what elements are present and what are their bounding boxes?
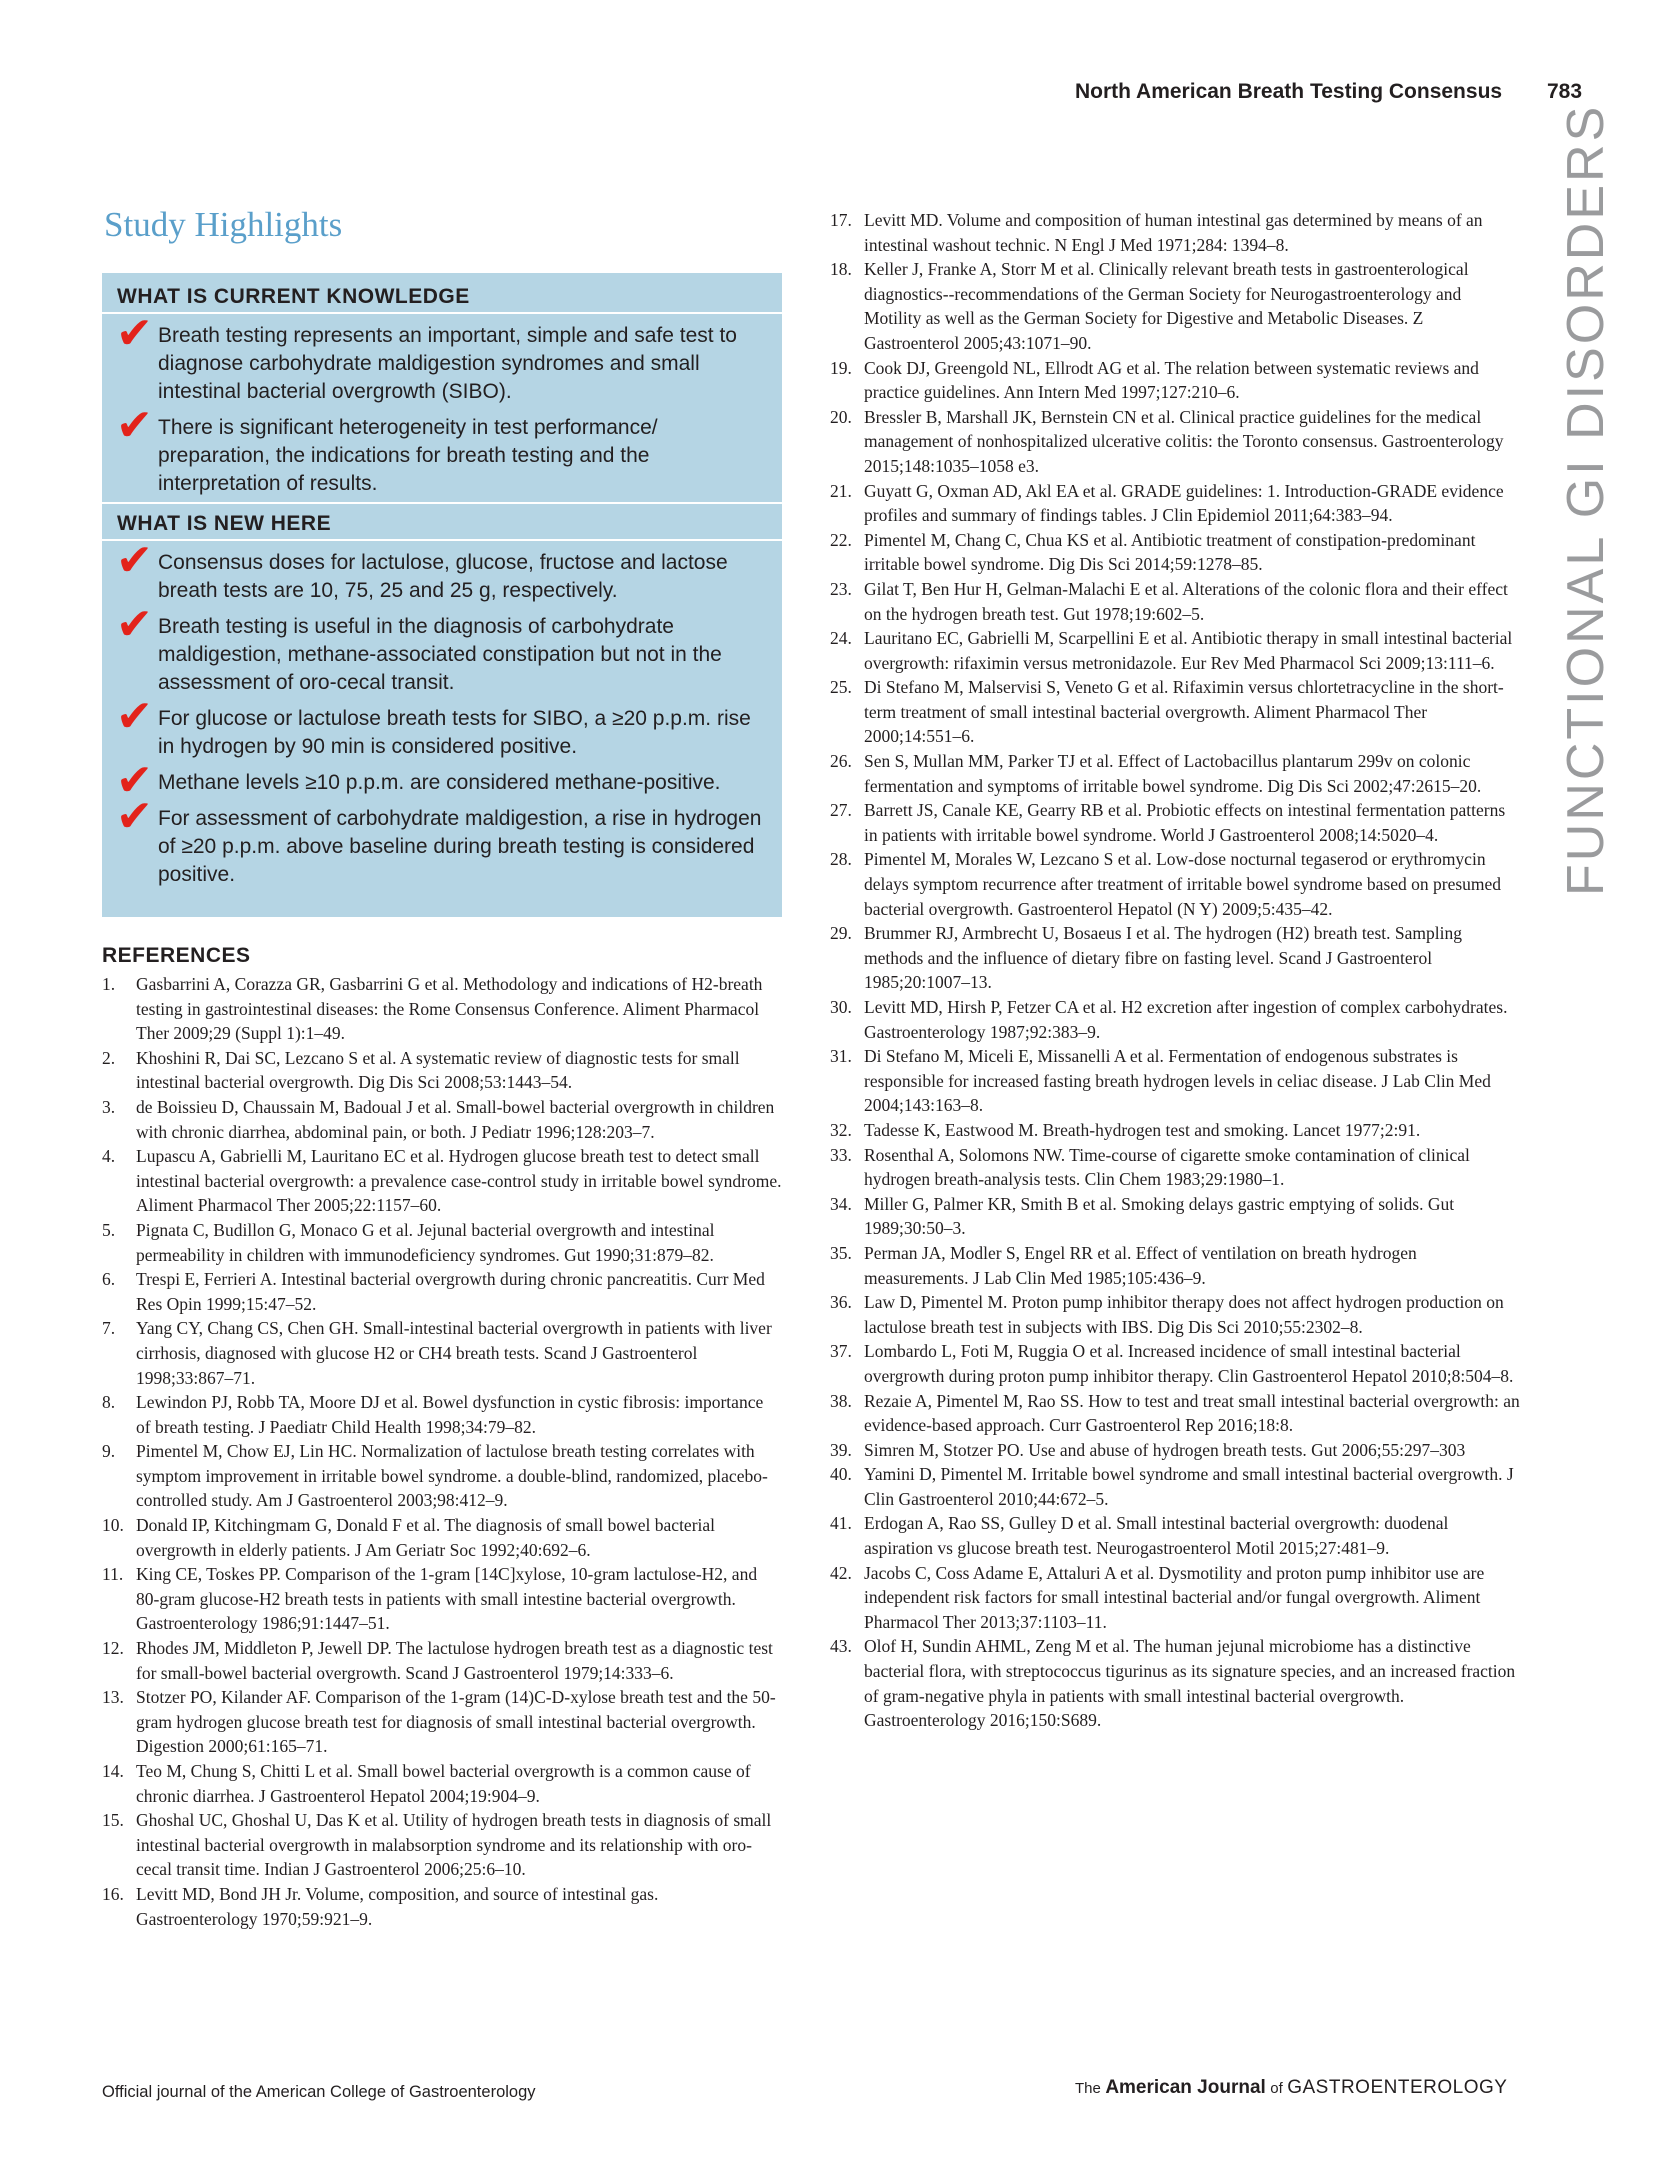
new-here-heading: WHAT IS NEW HERE: [102, 502, 782, 541]
reference-item: [830, 1192, 1520, 1241]
checkmark-icon: ✔: [116, 599, 153, 650]
reference-item: [102, 1562, 782, 1636]
highlight-item: [102, 599, 782, 697]
running-title: North American Breath Testing Consensus: [1075, 80, 1503, 103]
reference-number: 26.: [830, 751, 852, 772]
reference-item: [102, 1267, 782, 1316]
reference-item: [830, 356, 1520, 405]
checkmark-icon: ✔: [116, 308, 153, 359]
reference-item: [830, 749, 1520, 798]
reference-item: [102, 1046, 782, 1095]
reference-number: 17.: [830, 210, 852, 230]
checkmark-icon: ✔: [116, 691, 153, 742]
reference-item: [102, 1218, 782, 1267]
checkmark-icon: ✔: [116, 535, 153, 586]
reference-number: 29.: [830, 923, 852, 944]
reference-number: 43.: [830, 1636, 852, 1657]
reference-item: [830, 257, 1520, 355]
highlight-item: [102, 755, 782, 806]
reference-number: 19.: [830, 357, 852, 378]
reference-text: Jacobs C, Coss Adame E, Attaluri A et al. Dysmotility and proton pump inhibitor use are independent risk factors for small intestinal bacterial and/or fungal overgrowth. Aliment Pharmacol Ther 2013;37:1103–11.: [864, 1562, 1485, 1632]
references-column-left: [102, 972, 782, 1931]
reference-text: Rosenthal A, Solomons NW. Time-course of cigarette smoke contamination of clinical hydrogen breath-analysis tests. Clin Chem 1983;29:1980–1.: [864, 1144, 1470, 1190]
reference-text: Olof H, Sundin AHML, Zeng M et al. The human jejunal microbiome has a distinctive bacterial flora, with streptococcus tigurinus as its signature species, and an increased fraction of gram-negative phyla in patients with small intestinal bacterial overgrowth. Gastroenterology 2016;150:S689.: [864, 1636, 1516, 1731]
reference-text: Pimentel M, Chang C, Chua KS et al. Antibiotic treatment of constipation-predominant irritable bowel syndrome. Dig Dis Sci 2014;59:1278–85.: [864, 529, 1476, 575]
reference-number: 15.: [102, 1810, 124, 1831]
reference-item: [830, 1462, 1520, 1511]
reference-number: 7.: [102, 1318, 116, 1339]
reference-text: Lewindon PJ, Robb TA, Moore DJ et al. Bowel dysfunction in cystic fibrosis: importance of breath testing. J Paediatr Child Health 1998;34:79–82.: [136, 1392, 764, 1437]
reference-text: Di Stefano M, Miceli E, Missanelli A et al. Fermentation of endogenous substrates is responsible for increased fasting breath hydrogen levels in celiac disease. J Lab Clin Med 2004;143:163–8.: [864, 1046, 1491, 1116]
journal-the: The: [1075, 2080, 1101, 2097]
reference-number: 24.: [830, 628, 852, 649]
highlight-text: Breath testing is useful in the diagnosis of carbohydrate maldigestion, methane-associated constipation but not in the assessment of oro-cecal transit.: [158, 615, 722, 694]
reference-text: Khoshini R, Dai SC, Lezcano S et al. A systematic review of diagnostic tests for small intestinal bacterial overgrowth. Dig Dis Sci 2008;53:1443–54.: [136, 1047, 740, 1093]
reference-text: Levitt MD. Volume and composition of human intestinal gas determined by means of an intestinal washout technic. N Engl J Med 1971;284: 1394–8.: [864, 210, 1483, 255]
current-knowledge-list: [102, 308, 782, 498]
reference-number: 39.: [830, 1439, 852, 1460]
reference-item: [102, 1513, 782, 1562]
reference-number: 8.: [102, 1392, 116, 1413]
reference-number: 2.: [102, 1047, 116, 1068]
highlight-item: [102, 400, 782, 498]
reference-item: [830, 1241, 1520, 1290]
reference-item: [102, 1095, 782, 1144]
reference-item: [830, 1290, 1520, 1339]
checkmark-icon: ✔: [116, 755, 153, 806]
highlight-text: For assessment of carbohydrate maldigestion, a rise in hydrogen of ≥20 p.p.m. above baseline during breath testing is considered positive.: [158, 807, 762, 886]
current-knowledge-heading: WHAT IS CURRENT KNOWLEDGE: [102, 273, 782, 314]
reference-text: Levitt MD, Bond JH Jr. Volume, composition, and source of intestinal gas. Gastroenterology 1970;59:921–9.: [136, 1883, 659, 1929]
reference-item: [830, 995, 1520, 1044]
reference-item: [830, 921, 1520, 995]
reference-number: 27.: [830, 800, 852, 821]
reference-number: 32.: [830, 1119, 852, 1140]
reference-item: [830, 626, 1520, 675]
reference-number: 14.: [102, 1761, 124, 1781]
footer-journal: [1075, 2077, 1507, 2099]
reference-number: 11.: [102, 1564, 124, 1585]
reference-number: 34.: [830, 1193, 852, 1214]
reference-text: Simren M, Stotzer PO. Use and abuse of hydrogen breath tests. Gut 2006;55:297–303: [864, 1439, 1466, 1460]
reference-text: Miller G, Palmer KR, Smith B et al. Smoking delays gastric emptying of solids. Gut 1989;30:50–3.: [864, 1193, 1455, 1239]
reference-item: [830, 479, 1520, 528]
reference-item: [830, 1143, 1520, 1192]
reference-text: Stotzer PO, Kilander AF. Comparison of the 1-gram (14)C-D-xylose breath test and the 50-gram hydrogen glucose breath test for diagnosis of small intestinal bacterial overgrowth. Digestion 2000;61:165–71.: [136, 1687, 776, 1757]
reference-text: Yang CY, Chang CS, Chen GH. Small-intestinal bacterial overgrowth in patients with liver cirrhosis, diagnosed with glucose H2 or CH4 breath tests. Scand J Gastroenterol 1998;33:867–71.: [136, 1318, 772, 1388]
reference-text: Guyatt G, Oxman AD, Akl EA et al. GRADE guidelines: 1. Introduction-GRADE evidence profiles and summary of findings tables. J Clin Epidemiol 2011;64:383–94.: [864, 480, 1504, 526]
references-column-right: [830, 208, 1520, 1733]
reference-text: Lauritano EC, Gabrielli M, Scarpellini E et al. Antibiotic therapy in small intestinal bacterial overgrowth: rifaximin versus metronidazole. Eur Rev Med Pharmacol Sci 2009;13:111–6.: [864, 628, 1513, 673]
reference-number: 33.: [830, 1144, 852, 1165]
reference-number: 31.: [830, 1046, 852, 1067]
reference-text: Brummer RJ, Armbrecht U, Bosaeus I et al. The hydrogen (H2) breath test. Sampling methods and the influence of dietary fibre on fasting level. Scand J Gastroenterol 1985;20:1007–13.: [864, 923, 1462, 993]
reference-text: Ghoshal UC, Ghoshal U, Das K et al. Utility of hydrogen breath tests in diagnosis of small intestinal bacterial overgrowth in malabsorption syndrome and its relationship with oro-cecal transit time. Indian J Gastroenterol 2006;25:6–10.: [136, 1810, 772, 1880]
reference-text: Pignata C, Budillon G, Monaco G et al. Jejunal bacterial overgrowth and intestinal permeability in children with immunodeficiency syndromes. Gut 1990;31:879–82.: [136, 1219, 715, 1265]
reference-text: Teo M, Chung S, Chitti L et al. Small bowel bacterial overgrowth is a common cause of chronic diarrhea. J Gastroenterol Hepatol 2004;19:904–9.: [136, 1761, 751, 1806]
reference-text: Tadesse K, Eastwood M. Breath-hydrogen test and smoking. Lancet 1977;2:91.: [864, 1119, 1421, 1140]
reference-number: 12.: [102, 1638, 124, 1659]
reference-item: [102, 1759, 782, 1808]
checkmark-icon: ✔: [116, 400, 153, 451]
reference-text: Barrett JS, Canale KE, Gearry RB et al. Probiotic effects on intestinal fermentation patterns in patients with irritable bowel syndrome. World J Gastroenterol 2008;14:5020–4.: [864, 800, 1506, 845]
reference-item: [830, 1389, 1520, 1438]
highlight-item: [102, 791, 782, 889]
checkmark-icon: ✔: [116, 791, 153, 842]
reference-text: Trespi E, Ferrieri A. Intestinal bacterial overgrowth during chronic pancreatitis. Curr Med Res Opin 1999;15:47–52.: [136, 1269, 765, 1314]
reference-item: [830, 1634, 1520, 1732]
reference-text: Sen S, Mullan MM, Parker TJ et al. Effect of Lactobacillus plantarum 299v on colonic fermentation and symptoms of irritable bowel syndrome. Dig Dis Sci 2002;47:2615–20.: [864, 751, 1482, 796]
reference-number: 41.: [830, 1513, 852, 1534]
reference-number: 25.: [830, 677, 852, 698]
study-highlights-title: Study Highlights: [104, 205, 343, 244]
highlights-box: [102, 273, 782, 917]
reference-text: Rhodes JM, Middleton P, Jewell DP. The lactulose hydrogen breath test as a diagnostic test for small-bowel bacterial overgrowth. Scand J Gastroenterol 1979;14:333–6.: [136, 1638, 773, 1683]
reference-text: Perman JA, Modler S, Engel RR et al. Effect of ventilation on breath hydrogen measurements. J Lab Clin Med 1985;105:436–9.: [864, 1242, 1417, 1288]
reference-number: 30.: [830, 997, 852, 1017]
reference-number: 37.: [830, 1341, 852, 1362]
reference-text: Donald IP, Kitchingmam G, Donald F et al. The diagnosis of small bowel bacterial overgrowth in elderly patients. J Am Geriatr Soc 1992;40:692–6.: [136, 1515, 716, 1560]
reference-text: Gasbarrini A, Corazza GR, Gasbarrini G et al. Methodology and indications of H2-breath testing in gastrointestinal diseases: the Rome Consensus Conference. Aliment Pharmacol Ther 2009;29 (Suppl 1):1–49.: [136, 974, 763, 1044]
reference-text: Levitt MD, Hirsh P, Fetzer CA et al. H2 excretion after ingestion of complex carbohydrates. Gastroenterology 1987;92:383–9.: [864, 997, 1508, 1042]
reference-text: Gilat T, Ben Hur H, Gelman-Malachi E et al. Alterations of the colonic flora and their effect on the hydrogen breath test. Gut 1978;19:602–5.: [864, 578, 1508, 624]
reference-item: [102, 1636, 782, 1685]
reference-number: 13.: [102, 1687, 124, 1708]
reference-number: 35.: [830, 1242, 852, 1263]
reference-item: [102, 1316, 782, 1390]
reference-item: [102, 1685, 782, 1759]
reference-text: Lupascu A, Gabrielli M, Lauritano EC et al. Hydrogen glucose breath test to detect small intestinal bacterial overgrowth: a prevalence case-control study in irritable bowel syndrome. Aliment Pharmacol Ther 2005;22:1157–60.: [136, 1146, 782, 1216]
reference-number: 21.: [830, 480, 852, 501]
reference-number: 18.: [830, 259, 852, 280]
reference-number: 3.: [102, 1096, 116, 1117]
reference-text: Lombardo L, Foti M, Ruggia O et al. Increased incidence of small intestinal bacterial overgrowth during proton pump inhibitor therapy. Clin Gastroenterol Hepatol 2010;8:504–8.: [864, 1341, 1514, 1386]
reference-text: Law D, Pimentel M. Proton pump inhibitor therapy does not affect hydrogen production on lactulose breath test in subjects with IBS. Dig Dis Sci 2010;55:2302–8.: [864, 1292, 1504, 1337]
reference-text: Pimentel M, Morales W, Lezcano S et al. Low-dose nocturnal tegaserod or erythromycin delays symptom recurrence after treatment of irritable bowel syndrome based on presumed bacterial overgrowth. Gastroenterol Hepatol (N Y) 2009;5:435–42.: [864, 849, 1502, 919]
reference-number: 40.: [830, 1464, 852, 1485]
reference-text: Yamini D, Pimentel M. Irritable bowel syndrome and small intestinal bacterial overgrowth. J Clin Gastroenterol 2010;44:672–5.: [864, 1464, 1514, 1509]
reference-number: 1.: [102, 974, 116, 994]
reference-item: [830, 1339, 1520, 1388]
reference-item: [102, 1882, 782, 1931]
highlight-text: Consensus doses for lactulose, glucose, fructose and lactose breath tests are 10, 75, 25 and 25 g, respectively.: [158, 551, 728, 602]
references-heading: REFERENCES: [102, 944, 251, 967]
journal-name: American Journal: [1105, 2077, 1266, 2098]
footer-affiliation: Official journal of the American College of Gastroenterology: [102, 2083, 536, 2101]
reference-number: 38.: [830, 1390, 852, 1411]
reference-text: Pimentel M, Chow EJ, Lin HC. Normalization of lactulose breath testing correlates with symptom improvement in irritable bowel syndrome. a double-blind, randomized, placebo-controlled study. Am J Gastroenterol 2003;98:412–9.: [136, 1441, 768, 1511]
reference-item: [830, 1561, 1520, 1635]
reference-text: Bressler B, Marshall JK, Bernstein CN et al. Clinical practice guidelines for the medical management of nonhospitalized ulcerative colitis: the Toronto consensus. Gastroenterology 2015;148:1035–1058 e3.: [864, 406, 1504, 476]
reference-item: [830, 577, 1520, 626]
highlight-text: Methane levels ≥10 p.p.m. are considered methane-positive.: [158, 771, 721, 794]
study-highlights: [102, 205, 782, 917]
reference-text: Di Stefano M, Malservisi S, Veneto G et al. Rifaximin versus chlortetracycline in the short-term treatment of small intestinal bacterial overgrowth. Aliment Pharmacol Ther 2000;14:551–6.: [864, 677, 1504, 747]
reference-number: 5.: [102, 1219, 116, 1240]
reference-item: [102, 1144, 782, 1218]
new-here-list: [102, 535, 782, 889]
highlight-text: For glucose or lactulose breath tests for SIBO, a ≥20 p.p.m. rise in hydrogen by 90 min is considered positive.: [158, 707, 751, 758]
reference-number: 28.: [830, 849, 852, 870]
reference-number: 6.: [102, 1269, 116, 1290]
reference-number: 20.: [830, 406, 852, 427]
highlight-text: Breath testing represents an important, simple and safe test to diagnose carbohydrate maldigestion syndromes and small intestinal bacterial overgrowth (SIBO).: [158, 324, 737, 403]
reference-item: [830, 1438, 1520, 1463]
reference-item: [830, 528, 1520, 577]
reference-item: [830, 847, 1520, 921]
reference-number: 36.: [830, 1292, 852, 1313]
reference-number: 10.: [102, 1515, 124, 1536]
highlight-text: There is significant heterogeneity in test performance/ preparation, the indications for breath testing and the interpretation of results.: [158, 416, 658, 495]
reference-item: [830, 208, 1520, 257]
reference-text: de Boissieu D, Chaussain M, Badoual J et al. Small-bowel bacterial overgrowth in children with chronic diarrhea, abdominal pain, or both. J Pediatr 1996;128:203–7.: [136, 1096, 775, 1142]
reference-text: Cook DJ, Greengold NL, Ellrodt AG et al. The relation between systematic reviews and practice guidelines. Ann Intern Med 1997;127:210–6.: [864, 357, 1479, 403]
journal-of: of: [1270, 2080, 1283, 2097]
reference-item: [102, 972, 782, 1046]
reference-item: [102, 1808, 782, 1882]
highlight-item: [102, 691, 782, 761]
reference-text: Erdogan A, Rao SS, Gulley D et al. Small intestinal bacterial overgrowth: duodenal aspiration vs glucose breath test. Neurogastroenterol Motil 2015;27:481–9.: [864, 1513, 1449, 1559]
reference-text: Rezaie A, Pimentel M, Rao SS. How to test and treat small intestinal bacterial overgrowth: an evidence-based approach. Curr Gastroenterol Rep 2016;18:8.: [864, 1390, 1520, 1436]
reference-number: 16.: [102, 1883, 124, 1904]
reference-number: 9.: [102, 1441, 116, 1462]
highlight-item: [102, 308, 782, 406]
reference-item: [830, 1511, 1520, 1560]
journal-field: GASTROENTEROLOGY: [1287, 2077, 1508, 2098]
reference-item: [102, 1439, 782, 1513]
page-number: 783: [1547, 80, 1583, 103]
reference-number: 42.: [830, 1562, 852, 1583]
reference-item: [830, 675, 1520, 749]
reference-number: 4.: [102, 1146, 116, 1167]
reference-text: King CE, Toskes PP. Comparison of the 1-gram [14C]xylose, 10-gram lactulose-H2, and 80-gram glucose-H2 breath tests in patients with small intestine bacterial overgrowth. Gastroenterology 1986;91:1447–51.: [136, 1564, 758, 1634]
reference-item: [830, 405, 1520, 479]
reference-number: 23.: [830, 578, 852, 599]
reference-item: [102, 1390, 782, 1439]
reference-text: Keller J, Franke A, Storr M et al. Clinically relevant breath tests in gastroenterological diagnostics--recommendations of the German Society for Neurogastroenterology and Motility as well as the German Society for Digestive and Metabolic Diseases. Z Gastroenterol 2005;43:1071–90.: [864, 259, 1469, 353]
reference-number: 22.: [830, 529, 852, 550]
reference-item: [830, 798, 1520, 847]
reference-item: [830, 1118, 1520, 1143]
section-tab: FUNCTIONAL GI DISORDERS: [1557, 103, 1615, 896]
highlight-item: [102, 535, 782, 605]
reference-item: [830, 1044, 1520, 1118]
